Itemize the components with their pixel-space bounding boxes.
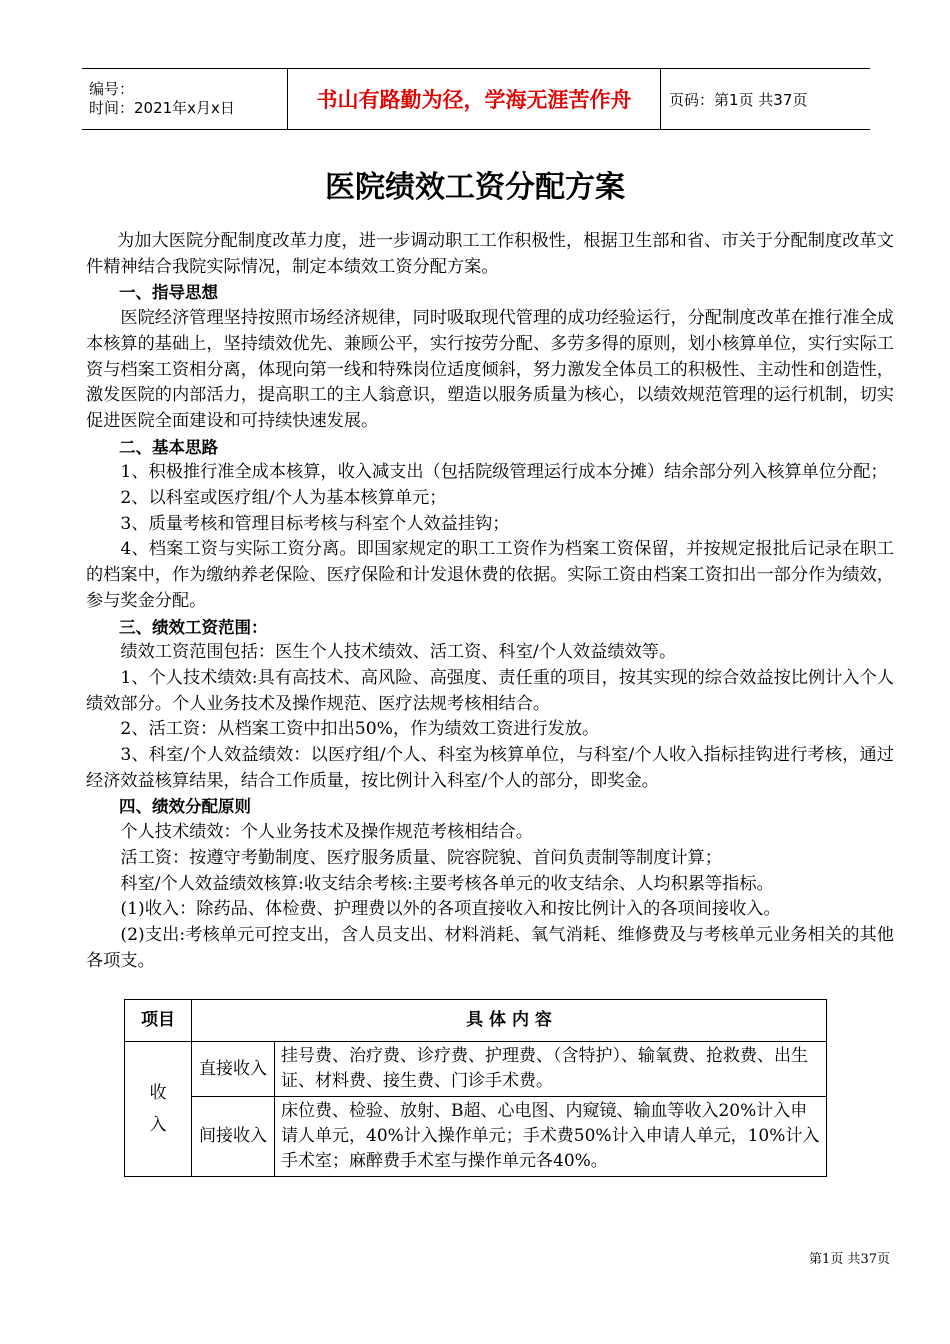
section-heading: 二、基本思路	[119, 437, 218, 457]
table-row	[125, 1042, 827, 1097]
header-item: 项目	[125, 1000, 192, 1042]
table-header-row	[125, 1000, 827, 1042]
header-content: 具 体 内 容	[192, 1000, 827, 1042]
section-heading: 四、绩效分配原则	[119, 797, 251, 817]
date-label: 时间：2021年x月x日	[89, 99, 235, 117]
table-row	[125, 1097, 827, 1177]
section-heading: 三、绩效工资范围：	[119, 617, 268, 637]
page-footer: 第1页 共37页	[809, 1252, 890, 1267]
paragraph: 2、活工资：从档案工资中扣出50%，作为绩效工资进行发放。	[120, 719, 600, 740]
paragraph: 个人技术绩效：个人业务技术及操作规范考核相结合。	[120, 822, 533, 843]
paragraph: 1、积极推行准全成本核算，收入减支出（包括院级管理运行成本分摊）结余部分列入核算单位分配；	[120, 462, 888, 483]
row-content: 挂号费、治疗费、诊疗费、护理费、（含特护）、输氧费、抢救费、出生证、材料费、接生费、门诊手术费。	[275, 1042, 827, 1097]
paragraph: 医院经济管理坚持按照市场经济规律，同时吸取现代管理的成功经验运行，分配制度改革在推行准全成本核算的基础上，坚持绩效优先、兼顾公平，实行按劳分配、多劳多得的原则，划小核算单位，实行实际工资与档案工资相分离，体现向第一线和特殊岗位适度倾斜，努力激发全体员工的积极性、主动性和创造性，激发医院的内部活力，提高职工的主人翁意识，塑造以服务质量为核心，以绩效规范管理的运行机制，切实促进医院全面建设和可持续快速发展。	[86, 308, 894, 431]
intro-paragraph: 为加大医院分配制度改革力度，进一步调动职工工作积极性，根据卫生部和省、市关于分配制度改革文件精神结合我院实际情况，制定本绩效工资分配方案。	[86, 231, 894, 277]
row-sub-label: 间接收入	[192, 1097, 275, 1177]
income-table	[124, 999, 827, 1177]
document-body	[86, 229, 894, 974]
group-label: 收 入	[125, 1042, 192, 1177]
row-content: 床位费、检验、放射、B超、心电图、内窥镜、输血等收入20%计入申请人单元，40%计入操作单元；手术费50%计入申请人单元，10%计入手术室；麻醉费手术室与操作单元各40%。	[275, 1097, 827, 1177]
paragraph: (1)收入：除药品、体检费、护理费以外的各项直接收入和按比例计入的各项间接收入。	[120, 899, 781, 920]
paragraph: 科室/个人效益绩效核算:收支结余考核:主要考核各单元的收支结余、人均积累等指标。	[120, 873, 774, 894]
header-page-info: 页码：第1页 共37页	[669, 90, 808, 109]
paragraph: (2)支出:考核单元可控支出，含人员支出、材料消耗、氧气消耗、维修费及与考核单元业务相关的其他各项支。	[86, 924, 894, 971]
paragraph: 绩效工资范围包括：医生个人技术绩效、活工资、科室/个人效益绩效等。	[120, 642, 677, 663]
page-header	[82, 68, 870, 130]
paragraph: 活工资：按遵守考勤制度、医疗服务质量、院容院貌、首问负责制等制度计算；	[120, 847, 722, 868]
paragraph: 3、质量考核和管理目标考核与科室个人效益挂钩；	[120, 513, 510, 534]
page-title: 医院绩效工资分配方案	[325, 170, 625, 205]
paragraph: 4、档案工资与实际工资分离。即国家规定的职工工资作为档案工资保留，并按规定报批后记录在职工的档案中，作为缴纳养老保险、医疗保险和计发退休费的依据。实际工资由档案工资扣出一部分作为绩效，参与奖金分配。	[86, 539, 894, 611]
section-heading: 一、指导思想	[119, 283, 218, 303]
paragraph: 3、科室/个人效益绩效：以医疗组/个人、科室为核算单位，与科室/个人收入指标挂钩进行考核，通过经济效益核算结果，结合工作质量，按比例计入科室/个人的部分，即奖金。	[86, 745, 894, 791]
header-left	[82, 69, 287, 129]
paragraph: 1、个人技术绩效:具有高技术、高风险、高强度、责任重的项目，按其实现的综合效益按比例计入个人绩效部分。个人业务技术及操作规范、医疗法规考核相结合。	[86, 667, 894, 714]
paragraph: 2、以科室或医疗组/个人为基本核算单元；	[120, 488, 447, 509]
row-sub-label: 直接收入	[192, 1042, 275, 1097]
header-motto: 书山有路勤为径，学海无涯苦作舟	[287, 69, 661, 129]
number-label: 编号：	[89, 80, 135, 98]
